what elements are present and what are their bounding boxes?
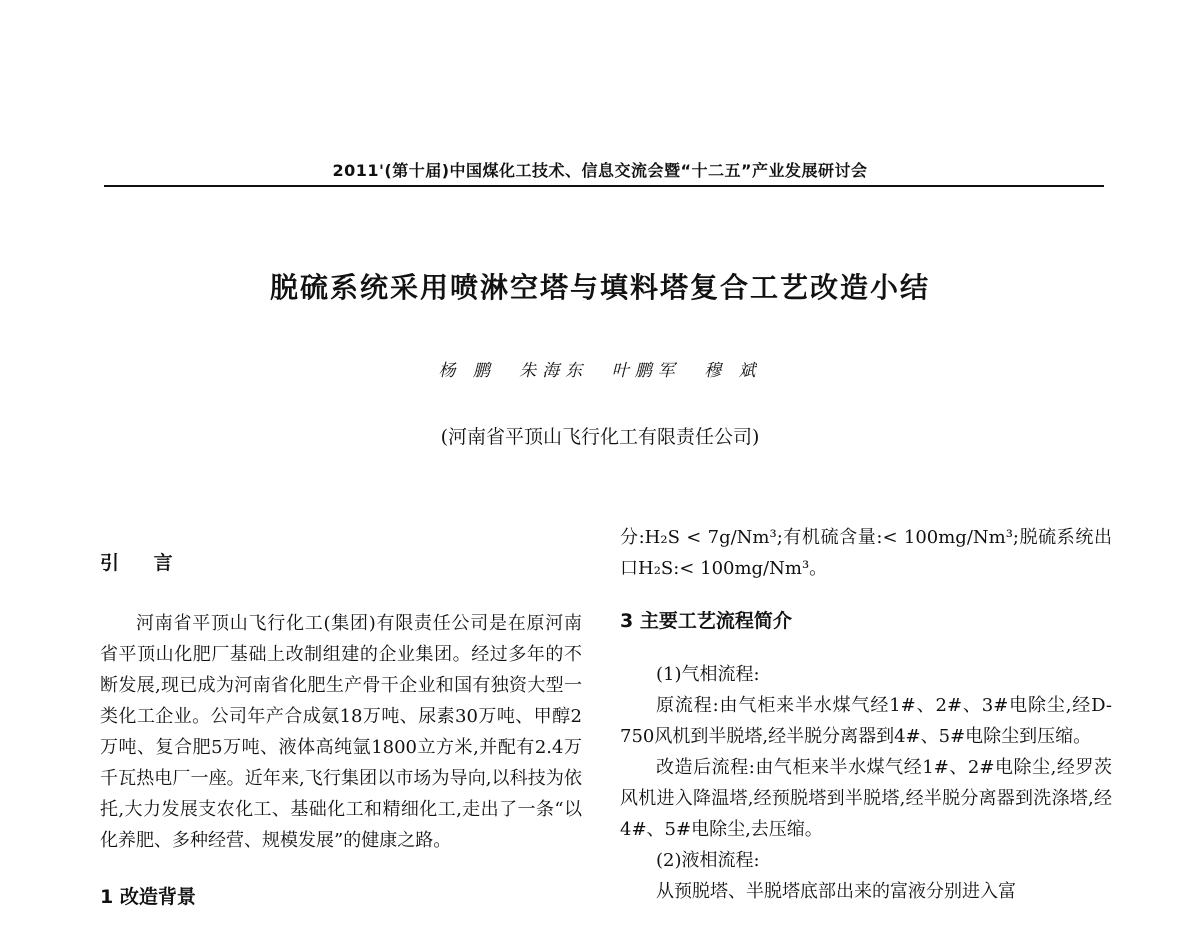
left-column [100,548,582,913]
header-rule [104,185,1104,187]
item-2-label: (2)液相流程: [656,850,760,871]
modified-flow: 改造后流程:由气柜来半水煤气经1#、2#电除尘,经罗茨风机进入降温塔,经预脱塔到半脱塔,经半脱分离器到洗涤塔,经4#、5#电除尘,去压缩。 [620,757,1112,840]
author-2: 朱海东 [519,361,589,381]
section-1-heading: 1 改造背景 [100,886,196,908]
item-2-partial: 从预脱塔、半脱塔底部出来的富液分别进入富 [656,881,1016,902]
author-4: 穆 斌 [704,361,762,381]
intro-heading: 引 言 [100,552,187,574]
item-1-label: (1)气相流程: [656,664,760,685]
author-1: 杨 鹏 [438,361,496,381]
intro-paragraph: 河南省平顶山飞行化工(集团)有限责任公司是在原河南省平顶山化肥厂基础上改制组建的企业集团。经过多年的不断发展,现已成为河南省化肥生产骨干企业和国有独资大型一类化工企业。公司年产合成氨18万吨、尿素30万吨、甲醇2万吨、复合肥5万吨、液体高纯氩1800立方米,并配有2.4万千瓦热电厂一座。近年来,飞行集团以市场为导向,以科技为依托,大力发展支农化工、基础化工和精细化工,走出了一条“以化养肥、多种经营、规模发展”的健康之路。 [100,613,582,851]
paper-title: 脱硫系统采用喷淋空塔与填料塔复合工艺改造小结 [269,271,930,304]
section-3-heading: 3 主要工艺流程简介 [620,610,792,632]
original-flow: 原流程:由气柜来半水煤气经1#、2#、3#电除尘,经D-750风机到半脱塔,经半脱分离器到4#、5#电除尘到压缩。 [620,695,1112,747]
right-column [620,522,1112,907]
author-3: 叶鹏军 [611,361,681,381]
running-header: 2011'(第十届)中国煤化工技术、信息交流会暨“十二五”产业发展研讨会 [332,161,868,180]
continued-text: 分:H₂S < 7g/Nm³;有机硫含量:< 100mg/Nm³;脱硫系统出口H₂S:< 100mg/Nm³。 [620,527,1112,579]
author-list [0,356,1200,381]
affiliation: (河南省平顶山飞行化工有限责任公司) [440,426,760,448]
